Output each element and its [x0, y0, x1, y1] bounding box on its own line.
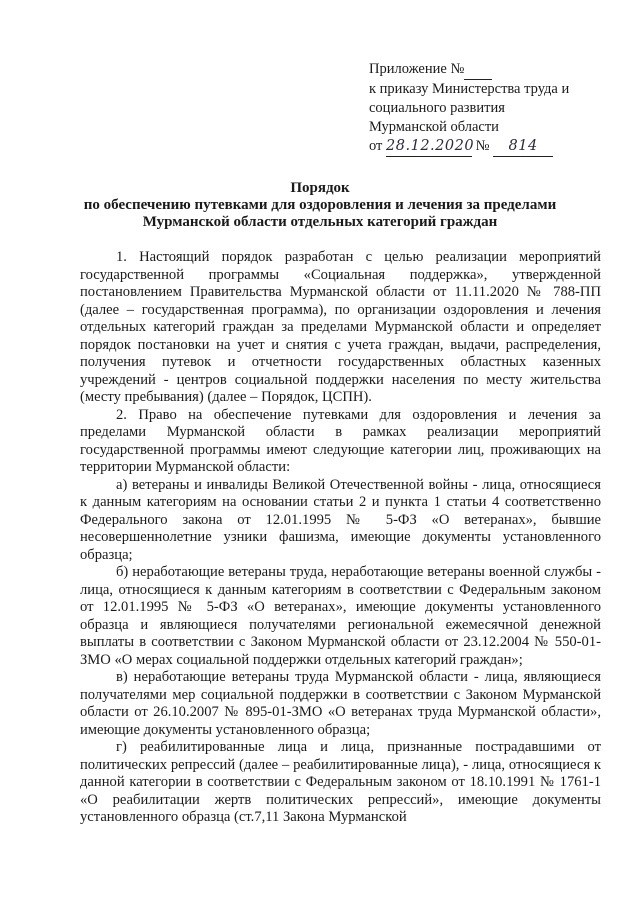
- appendix-title: Приложение №: [369, 61, 465, 77]
- appendix-line: социального развития: [369, 100, 505, 116]
- title-line: Порядок: [290, 180, 350, 196]
- date-prefix: от: [369, 138, 383, 154]
- paragraph-2a: а) ветераны и инвалиды Великой Отечественной войны - лица, относящиеся к данным категориям на основании статьи 2 и пункта 1 статьи 4 соответственно Федерального закона от 12.01.1995 № 5-ФЗ «О ветеранах», бывшие несовершеннолетние узники фашизма, имеющие документы установленного образца;: [80, 476, 601, 563]
- document-body: [80, 249, 601, 827]
- paragraph-2: 2. Право на обеспечение путевками для оздоровления и лечения за пределами Мурманской области в рамках реализации мероприятий государственной программы имеют следующие категории лиц, проживающих на территории Мурманской области:: [80, 406, 601, 475]
- title-line: по обеспечению путевками для оздоровления и лечения за пределами: [83, 197, 557, 213]
- appendix-line: к приказу Министерства труда и: [369, 81, 570, 97]
- paragraph-2v: в) неработающие ветераны труда Мурманской области - лица, являющиеся получателями мер социальной поддержки в соответствии с Законом Мурманской области от 26.10.2007 № 895-01-ЗМО «О ветеранах труда Мурманской области», имеющие документы установленного образца;: [80, 669, 601, 738]
- appendix-number-blank: [464, 60, 492, 80]
- handwritten-number: 814: [493, 137, 553, 157]
- paragraph-1: 1. Настоящий порядок разработан с целью реализации мероприятий государственной программы «Социальная поддержка», утвержденной постановлением Правительства Мурманской области от 11.11.2020 № 788-ПП (далее – государственная программа), по организации оздоровления и лечения отдельных категорий граждан за пределами Мурманской области и определяет порядок постановки на учет и снятия с учета граждан, выдачи, распределения, получения путевок и отчетности государственных областных казенных учреждений - центров социальной поддержки населения по месту жительства (месту пребывания) (далее – Порядок, ЦСПН).: [80, 249, 601, 405]
- document-title: [40, 180, 600, 231]
- appendix-line: [369, 60, 619, 80]
- appendix-header: [369, 60, 619, 157]
- title-line: Мурманской области отдельных категорий граждан: [142, 214, 498, 230]
- paragraph-2g: г) реабилитированные лица и лица, признанные пострадавшими от политических репрессий (далее – реабилитированные лица), - лица, относящиеся к данной категории в соответствии с Федеральным законом от 18.10.1991 № 1761-1 «О реабилитации жертв политических репрессий», имеющие документы установленного образца (ст.7,11 Закона Мурманской: [80, 739, 601, 825]
- appendix-date-line: [369, 137, 619, 157]
- appendix-line: Мурманской области: [369, 119, 499, 135]
- number-prefix: №: [475, 138, 490, 154]
- paragraph-2b: б) неработающие ветераны труда, неработающие ветераны военной службы - лица, относящиеся к данным категориям в соответствии с Федеральным законом от 12.01.1995 № 5-ФЗ «О ветеранах», имеющие документы установленного образца и являющиеся получателями региональной ежемесячной денежной выплаты в соответствии с Законом Мурманской области от 23.12.2004 № 550-01-ЗМО «О мерах социальной поддержки отдельных категорий граждан»;: [80, 564, 601, 668]
- handwritten-date: 28.12.2020: [386, 137, 472, 157]
